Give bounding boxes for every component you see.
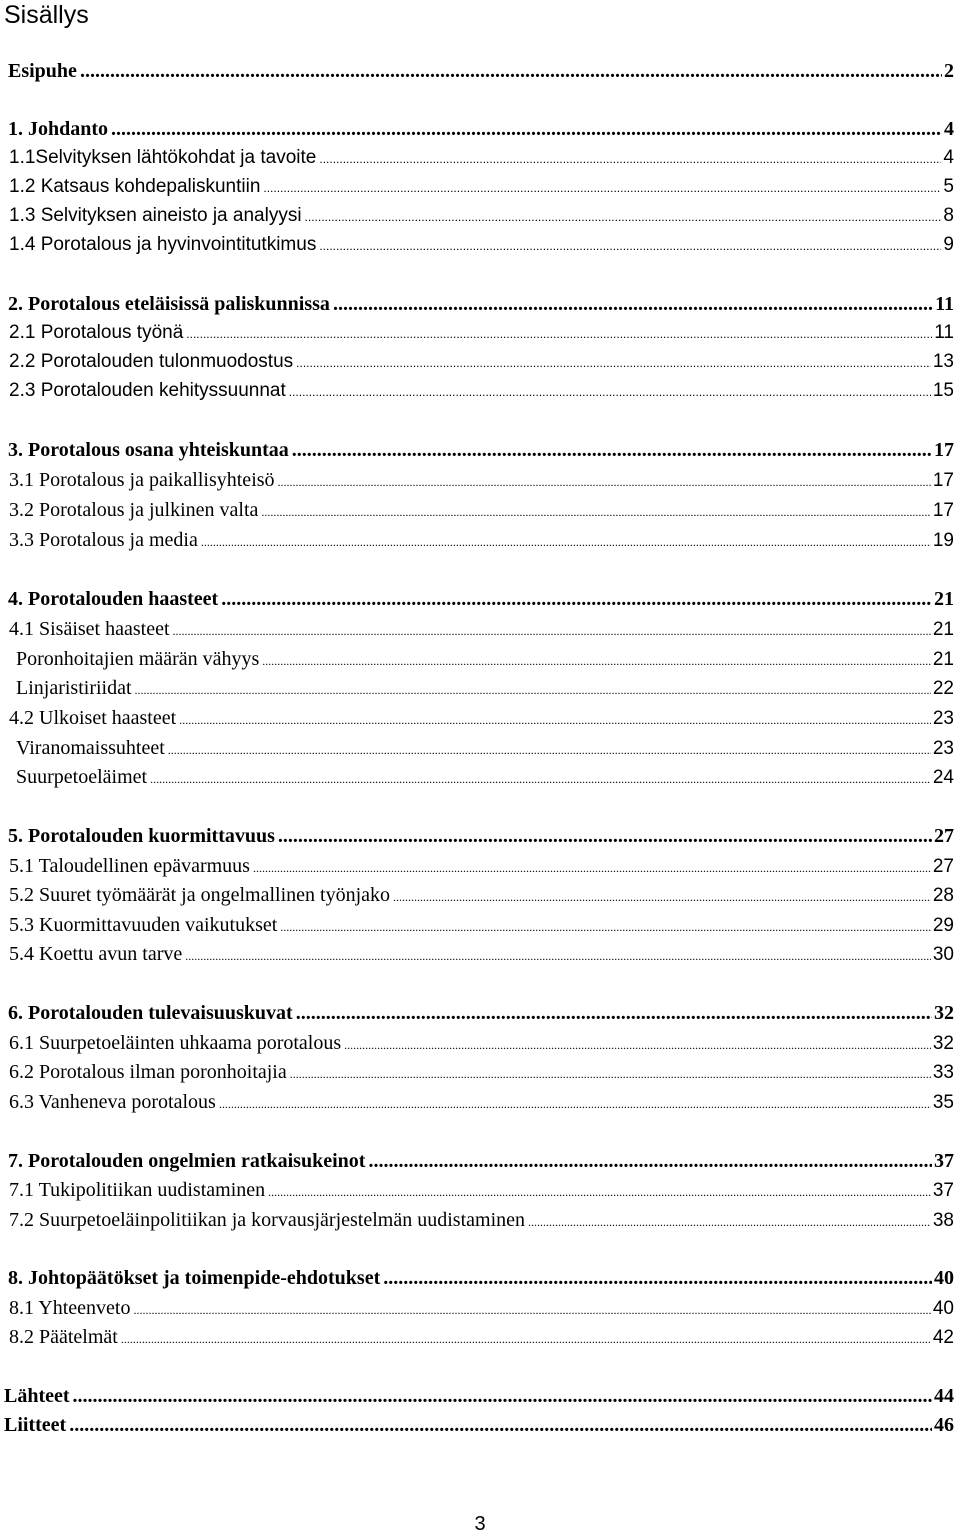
toc-chapter-2[interactable] [0,291,960,317]
toc-leader [278,823,932,849]
toc-subsection[interactable] [0,764,960,790]
toc-section-5-2[interactable] [0,882,960,908]
toc-label: 6.3 Vanheneva porotalous [9,1091,216,1113]
toc-page: 23 [932,738,954,759]
toc-leader [290,1061,931,1087]
toc-page: 21 [934,588,954,610]
toc-page: 35 [932,1092,954,1113]
toc-page: 40 [932,1298,954,1319]
toc-leader [253,855,931,881]
toc-section-3-2[interactable] [0,497,960,523]
toc-entry-esipuhe[interactable] [0,58,960,84]
toc-page: 46 [934,1414,954,1436]
toc-page: 27 [932,856,954,877]
toc-page: 2 [944,60,954,82]
toc-page: 44 [934,1385,954,1407]
toc-label: 3.2 Porotalous ja julkinen valta [9,499,259,521]
toc-label: Lähteet [4,1385,70,1407]
toc-leader [393,884,931,910]
toc-section-5-4[interactable] [0,941,960,967]
toc-leader [221,586,932,612]
toc-page: 37 [934,1150,954,1172]
toc-page: 9 [943,234,954,255]
toc-label: 5.2 Suuret työmäärät ja ongelmallinen työnjako [9,884,391,906]
toc-label: 5.1 Taloudellinen epävarmuus [9,855,250,877]
toc-page: 28 [932,885,954,906]
toc-leader [201,529,931,555]
toc-leader [383,1265,932,1291]
toc-label: 1.1Selvityksen lähtökohdat ja tavoite [9,147,317,168]
toc-leader [262,648,931,674]
toc-leader [186,321,932,347]
toc-chapter-6[interactable] [0,1000,960,1026]
toc-page: 22 [932,678,954,699]
toc-label: Liitteet [4,1414,67,1436]
toc-section-2-3[interactable] [0,378,960,404]
page-number: 3 [474,1513,486,1535]
toc-label: 4. Porotalouden haasteet [8,588,219,610]
toc-label: 1.3 Selvityksen aineisto ja analyysi [9,205,302,226]
toc-leader [80,58,942,84]
toc-label: Poronhoitajien määrän vähyys [16,648,260,670]
toc-leader [368,1148,932,1174]
toc-section-7-1[interactable] [0,1177,960,1203]
toc-page: 11 [934,322,954,343]
toc-leader [296,1000,932,1026]
toc-page: 33 [932,1062,954,1083]
toc-leader [263,175,941,201]
toc-page: 21 [932,619,954,640]
toc-leader [111,116,942,142]
toc-label: Viranomaissuhteet [16,737,165,759]
toc-leader [150,766,931,792]
toc-section-6-1[interactable] [0,1030,960,1056]
toc-label: 7.1 Tukipolitiikan uudistaminen [9,1179,266,1201]
toc-entry-liitteet[interactable] [0,1412,960,1438]
toc-page: 23 [932,708,954,729]
toc-leader [280,914,931,940]
toc-label: 4.1 Sisäiset haasteet [9,618,170,640]
toc-label: 2. Porotalous eteläisissä paliskunnissa [8,293,330,315]
toc-leader [173,618,931,644]
toc-label: 3.1 Porotalous ja paikallisyhteisö [9,469,275,491]
toc-label: 3.3 Porotalous ja media [9,529,198,551]
toc-leader [289,379,931,405]
toc-label: 6. Porotalouden tulevaisuuskuvat [8,1002,293,1024]
toc-page: 17 [932,500,954,521]
toc-leader [528,1209,931,1235]
toc-chapter-8[interactable] [0,1265,960,1291]
toc-page: 21 [932,649,954,670]
toc-section-3-3[interactable] [0,527,960,553]
toc-label: Esipuhe [8,60,77,82]
toc-page: 40 [934,1267,954,1289]
toc-leader [344,1032,931,1058]
toc-page: 4 [944,118,954,140]
toc-label: 6.1 Suurpetoeläinten uhkaama porotalous [9,1032,342,1054]
toc-label: 1.4 Porotalous ja hyvinvointitutkimus [9,234,317,255]
toc-leader [319,146,941,172]
toc-section-8-2[interactable] [0,1324,960,1350]
toc-subsection[interactable] [0,675,960,701]
toc-leader [292,437,932,463]
toc-chapter-5[interactable] [0,823,960,849]
toc-label: Suurpetoeläimet [16,766,148,788]
toc-page: 32 [934,1002,954,1024]
toc-page: 4 [943,147,954,168]
toc-chapter-3[interactable] [0,437,960,463]
toc-label: 2.2 Porotalouden tulonmuodostus [9,351,294,372]
toc-section-1-4[interactable] [0,232,960,258]
toc-label: 8.1 Yhteenveto [9,1297,131,1319]
toc-leader [261,499,930,525]
toc-page: 24 [932,767,954,788]
toc-section-8-1[interactable] [0,1295,960,1321]
toc-page: 30 [932,944,954,965]
toc-chapter-1[interactable] [0,116,960,142]
toc-page: 29 [932,915,954,936]
toc-leader [179,707,931,733]
toc-section-5-3[interactable] [0,912,960,938]
toc-section-6-3[interactable] [0,1089,960,1115]
toc-section-7-2[interactable] [0,1207,960,1233]
toc-leader [319,233,941,259]
toc-section-1-1[interactable] [0,145,960,171]
toc-leader [168,737,931,763]
toc-leader [135,677,931,703]
toc-leader [185,943,931,969]
toc-label: 1.2 Katsaus kohdepaliskuntiin [9,176,261,197]
toc-page: 15 [932,380,954,401]
toc-leader [69,1412,932,1438]
toc-page: 13 [932,351,954,372]
toc-label: 8.2 Päätelmät [9,1326,118,1348]
toc-chapter-4[interactable] [0,586,960,612]
toc-label: 2.3 Porotalouden kehityssuunnat [9,380,286,401]
toc-label: 8. Johtopäätökset ja toimenpide-ehdotukset [8,1267,381,1289]
toc-page: 38 [932,1210,954,1231]
toc-label: Linjaristiriidat [16,677,132,699]
toc-label: 5. Porotalouden kuormittavuus [8,825,275,847]
toc-leader [278,469,931,495]
toc-page: 27 [934,825,954,847]
toc-leader [296,350,931,376]
page-title: Sisällys [4,1,89,29]
toc-page: 8 [943,205,954,226]
toc-chapter-7[interactable] [0,1148,960,1174]
toc-label: 7.2 Suurpetoeläinpolitiikan ja korvausjärjestelmän uudistaminen [9,1209,525,1231]
toc-label: 4.2 Ulkoiset haasteet [9,707,177,729]
toc-section-1-2[interactable] [0,174,960,200]
toc-subsection[interactable] [0,735,960,761]
toc-label: 1. Johdanto [8,118,109,140]
toc-section-3-1[interactable] [0,467,960,493]
toc-label: 5.4 Koettu avun tarve [9,943,183,965]
toc-leader [268,1179,931,1205]
toc-leader [133,1297,930,1323]
toc-leader [305,204,942,230]
toc-label: 5.3 Kuormittavuuden vaikutukset [9,914,278,936]
toc-section-4-2[interactable] [0,705,960,731]
toc-section-1-3[interactable] [0,203,960,229]
toc-page: 17 [932,470,954,491]
toc-page: 32 [932,1033,954,1054]
toc-section-2-2[interactable] [0,349,960,375]
toc-page: 37 [932,1180,954,1201]
toc-page: 19 [932,530,954,551]
toc-subsection[interactable] [0,646,960,672]
toc-page: 5 [943,176,954,197]
toc-label: 2.1 Porotalous työnä [9,322,184,343]
toc-label: 7. Porotalouden ongelmien ratkaisukeinot [8,1150,366,1172]
toc-leader [121,1326,931,1352]
toc-leader [219,1091,931,1117]
toc-section-6-2[interactable] [0,1059,960,1085]
toc-section-4-1[interactable] [0,616,960,642]
toc-page: 17 [934,439,954,461]
toc-label: 3. Porotalous osana yhteiskuntaa [8,439,289,461]
toc-entry-lahteet[interactable] [0,1383,960,1409]
toc-section-2-1[interactable] [0,320,960,346]
toc-leader [333,291,933,317]
toc-section-5-1[interactable] [0,853,960,879]
toc-leader [73,1383,932,1409]
toc-page: 11 [935,293,954,315]
toc-page: 42 [932,1327,954,1348]
toc-label: 6.2 Porotalous ilman poronhoitajia [9,1061,287,1083]
